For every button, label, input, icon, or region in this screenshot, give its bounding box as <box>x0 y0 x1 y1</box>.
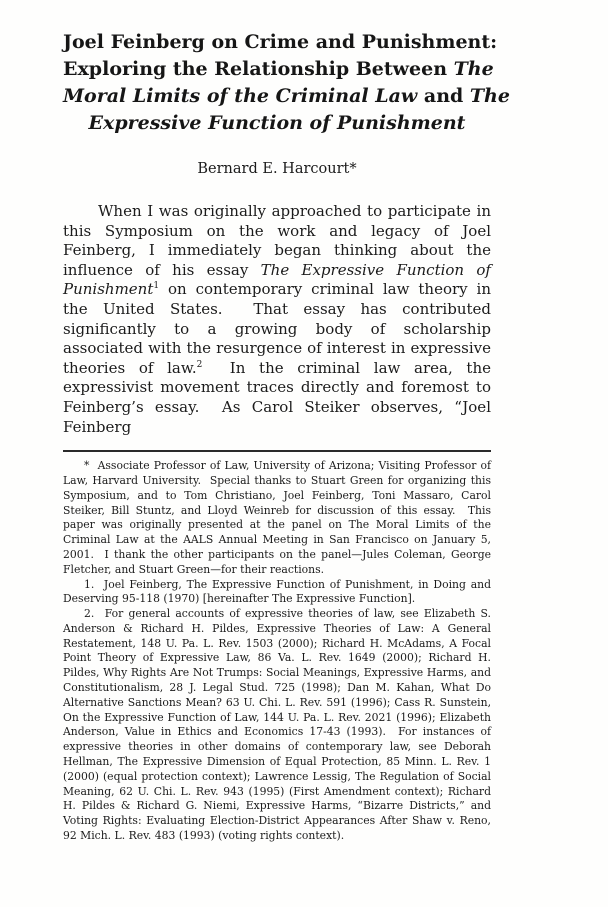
article-title-line-4: Expressive Function of Punishment <box>88 112 466 134</box>
author-byline: Bernard E. Harcourt* <box>197 161 357 177</box>
footnote-star: * Associate Professor of Law, University of Arizona; Visiting Professor of Law, Harvard University. Special thanks to Stuart Green for organizing this Symposium, and to Tom Christiano, Joel Feinberg, Toni Massaro, Carol Steiker, Bill Stuntz, and Lloyd Weinreb for discussion of this essay. This paper was originally presented at the panel on The Moral Limits of the Criminal Law at the AALS Annual Meeting in San Francisco on January 5, 2001. I thank the other participants on the panel—Jules Coleman, George Fletcher, and Stuart Green—for their reactions. <box>63 459 491 576</box>
footnote-ref-1: 1 <box>153 281 160 292</box>
text-column <box>63 0 510 844</box>
footnote-1: 1. Joel Feinberg, The Expressive Function of Punishment, in Doing and Deserving 95-118 (1970) [hereinafter The Expressive Function]. <box>63 577 491 606</box>
article-title-line-1: Joel Feinberg on Crime and Punishment: <box>63 31 498 53</box>
article-title <box>63 0 510 137</box>
body-paragraph: When I was originally approached to participate in this Symposium on the work and legacy of Joel Feinberg, I immediately began thinking about the influence of his essay The Expressive Function of Punishment$^1$ on contemporary criminal law theory in the United States. That essay has contributed significantly to a growing body of scholarship associated with the resurgence of interest in expressive theories of law.$^2$ In the criminal law area, the expressivist movement traces directly and foremost to Feinberg’s essay. As Carol Steiker observes, “Joel Feinberg <box>63 202 491 436</box>
footnote-ref-2: 2 <box>196 359 203 370</box>
footnote-2: 2. For general accounts of expressive theories of law, see Elizabeth S. Anderson & Richard H. Pildes, Expressive Theories of Law: A General Restatement, 148 U. Pa. L. Rev. 1503 (2000); Richard H. McAdams, A Focal Point Theory of Expressive Law, 86 Va. L. Rev. 1649 (2000); Richard H. Pildes, Why Rights Are Not Trumps: Social Meanings, Expressive Harms, and Constitutionalism, 28 J. Legal Stud. 725 (1998); Dan M. Kahan, What Do Alternative Sanctions Mean? 63 U. Chi. L. Rev. 591 (1996); Cass R. Sunstein, On the Expressive Function of Law, 144 U. Pa. L. Rev. 2021 (1996); Elizabeth Anderson, Value in Ethics and Economics 17-43 (1993). For instances of expressive theories in other domains of contemporary law, see Deborah Hellman, The Expressive Dimension of Equal Protection, 85 Minn. L. Rev. 1 (2000) (equal protection context); Lawrence Lessig, The Regulation of Social Meaning, 62 U. Chi. L. Rev. 943 (1995) (First Amendment context); Richard H. Pildes & Richard G. Niemi, Expressive Harms, “Bizarre Districts,” and Voting Rights: Evaluating Election-District Appearances After Shaw v. Reno, 92 Mich. L. Rev. 483 (1993) (voting rights context). <box>63 607 491 843</box>
article-title-line-2: Exploring the Relationship Between The <box>63 58 494 80</box>
footnotes-section <box>63 459 491 844</box>
article-title-line-3: Moral Limits of the Criminal Law and The <box>63 85 510 107</box>
footnote-separator-rule <box>63 450 491 452</box>
